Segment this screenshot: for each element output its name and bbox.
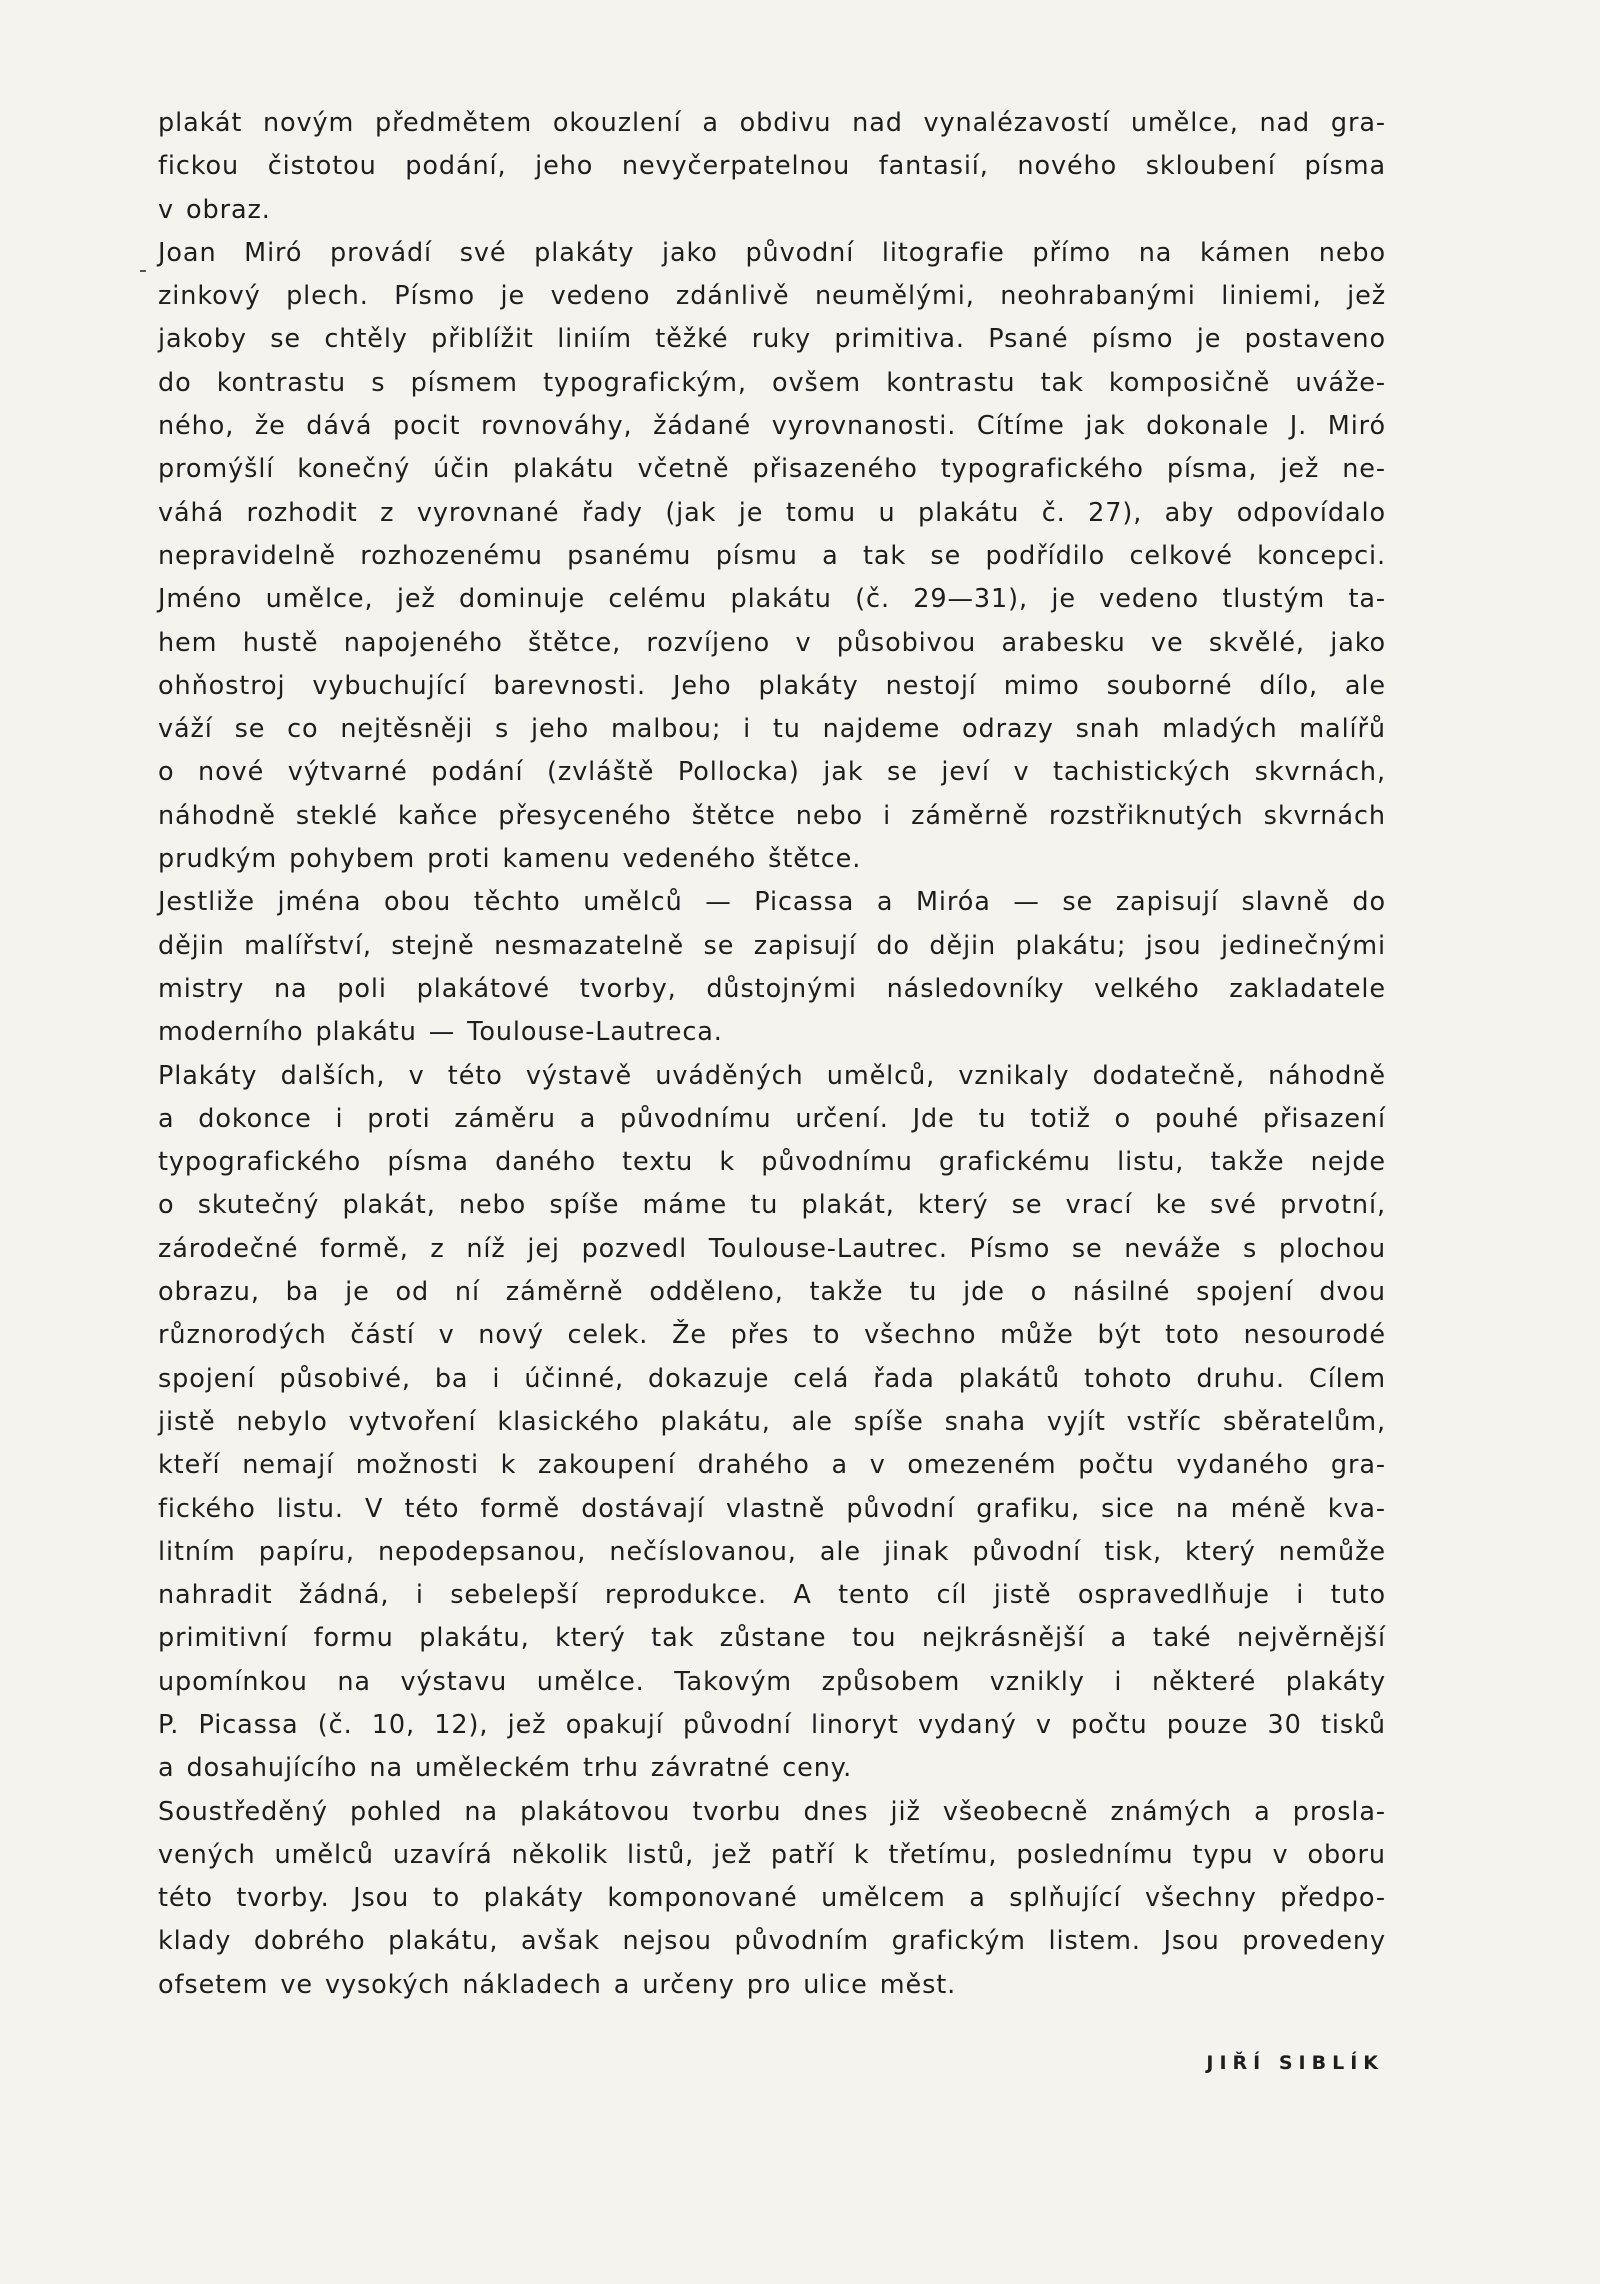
text-line: v obraz. xyxy=(158,194,271,225)
text-line: ného, že dává pocit rovnováhy, žádané vyrovnanosti. Cítíme jak dokonale J. Miró xyxy=(158,411,1386,442)
text-line: náhodně steklé kaňce přesyceného štětce nebo i záměrně rozstřiknutých skvrnách xyxy=(158,800,1386,831)
text-line: nepravidelně rozhozenému psanému písmu a tak se podřídilo celkové koncepci. xyxy=(158,540,1386,571)
text-line: Jestliže jména obou těchto umělců — Picassa a Miróa — se zapisují slavně do xyxy=(158,887,1386,918)
text-line: upomínkou na výstavu umělce. Takovým způsobem vznikly i některé plakáty xyxy=(158,1666,1386,1697)
text-line: mistry na poli plakátové tvorby, důstojnými následovníky velkého zakladatele xyxy=(158,973,1386,1004)
text-line: jakoby se chtěly přiblížit liniím těžké ruky primitiva. Psané písmo je postaveno xyxy=(158,324,1386,355)
text-line: hem hustě napojeného štětce, rozvíjeno v působivou arabesku ve skvělé, jako xyxy=(158,627,1386,658)
text-line: Jméno umělce, jež dominuje celému plakátu (č. 29—31), je vedeno tlustým ta- xyxy=(158,584,1386,615)
text-line: a dosahujícího na uměleckém trhu závratné ceny. xyxy=(158,1753,853,1784)
text-line: primitivní formu plakátu, který tak zůstane tou nejkrásnější a také nejvěrnější xyxy=(158,1623,1386,1654)
text-line: fického listu. V této formě dostávají vlastně původní grafiku, sice na méně kva- xyxy=(158,1493,1386,1524)
text-line: promýšlí konečný účin plakátu včetně přisazeného typografického písma, jež ne- xyxy=(158,454,1386,485)
article-body xyxy=(158,102,1386,2007)
text-line: ohňostroj vybuchující barevnosti. Jeho plakáty nestojí mimo souborné dílo, ale xyxy=(158,670,1386,701)
text-line: kteří nemají možnosti k zakoupení drahého a v omezeném počtu vydaného gra- xyxy=(158,1450,1386,1481)
margin-mark xyxy=(140,270,146,272)
text-line: jistě nebylo vytvoření klasického plakátu, ale spíše snaha vyjít vstříc sběratelům, xyxy=(158,1406,1386,1437)
text-line: váhá rozhodit z vyrovnané řady (jak je tomu u plakátu č. 27), aby odpovídalo xyxy=(158,497,1386,528)
text-line: litním papíru, nepodepsanou, nečíslovanou, ale jinak původní tisk, který nemůže xyxy=(158,1536,1386,1567)
author-signature: JIŘÍ SIBLÍK xyxy=(1206,2052,1384,2074)
text-line: Soustředěný pohled na plakátovou tvorbu dnes již všeobecně známých a prosla- xyxy=(158,1796,1386,1827)
text-line: typografického písma daného textu k původnímu grafickému listu, takže nejde xyxy=(158,1147,1386,1178)
text-line: fickou čistotou podání, jeho nevyčerpatelnou fantasií, nového skloubení písma xyxy=(158,151,1386,182)
text-line: váží se co nejtěsněji s jeho malbou; i tu najdeme odrazy snah mladých malířů xyxy=(158,714,1386,745)
text-line: vených umělců uzavírá několik listů, jež patří k třetímu, poslednímu typu v oboru xyxy=(158,1839,1386,1870)
text-line: P. Picassa (č. 10, 12), jež opakují původní linoryt vydaný v počtu pouze 30 tisků xyxy=(158,1709,1386,1740)
text-line: o skutečný plakát, nebo spíše máme tu plakát, který se vrací ke své prvotní, xyxy=(158,1190,1386,1221)
text-line: této tvorby. Jsou to plakáty komponované umělcem a splňující všechny předpo- xyxy=(158,1883,1386,1914)
text-line: klady dobrého plakátu, avšak nejsou původním grafickým listem. Jsou provedeny xyxy=(158,1926,1386,1957)
text-line: Joan Miró provádí své plakáty jako původní litografie přímo na kámen nebo xyxy=(158,237,1386,268)
text-line: a dokonce i proti záměru a původnímu určení. Jde tu totiž o pouhé přisazení xyxy=(158,1103,1386,1134)
text-line: nahradit žádná, i sebelepší reprodukce. A tento cíl jistě ospravedlňuje i tuto xyxy=(158,1580,1386,1611)
text-line: prudkým pohybem proti kamenu vedeného štětce. xyxy=(158,844,862,875)
text-line: do kontrastu s písmem typografickým, ovšem kontrastu tak komposičně uváže- xyxy=(158,367,1386,398)
text-line: zinkový plech. Písmo je vedeno zdánlivě neumělými, neohrabanými liniemi, jež xyxy=(158,281,1386,312)
text-line: Plakáty dalších, v této výstavě uváděných umělců, vznikaly dodatečně, náhodně xyxy=(158,1060,1386,1091)
text-line: obrazu, ba je od ní záměrně odděleno, takže tu jde o násilné spojení dvou xyxy=(158,1277,1386,1308)
text-line: o nové výtvarné podání (zvláště Pollocka) jak se jeví v tachistických skvrnách, xyxy=(158,757,1386,788)
text-line: různorodých částí v nový celek. Že přes to všechno může být toto nesourodé xyxy=(158,1320,1386,1351)
text-line: dějin malířství, stejně nesmazatelně se zapisují do dějin plakátu; jsou jedinečnými xyxy=(158,930,1386,961)
text-line: spojení působivé, ba i účinné, dokazuje celá řada plakátů tohoto druhu. Cílem xyxy=(158,1363,1386,1394)
text-line: moderního plakátu — Toulouse-Lautreca. xyxy=(158,1017,723,1048)
text-line: plakát novým předmětem okouzlení a obdivu nad vynalézavostí umělce, nad gra- xyxy=(158,108,1386,138)
text-line: ofsetem ve vysokých nákladech a určeny pro ulice měst. xyxy=(158,1969,957,2000)
text-line: zárodečné formě, z níž jej pozvedl Toulouse-Lautrec. Písmo se neváže s plochou xyxy=(158,1233,1386,1264)
